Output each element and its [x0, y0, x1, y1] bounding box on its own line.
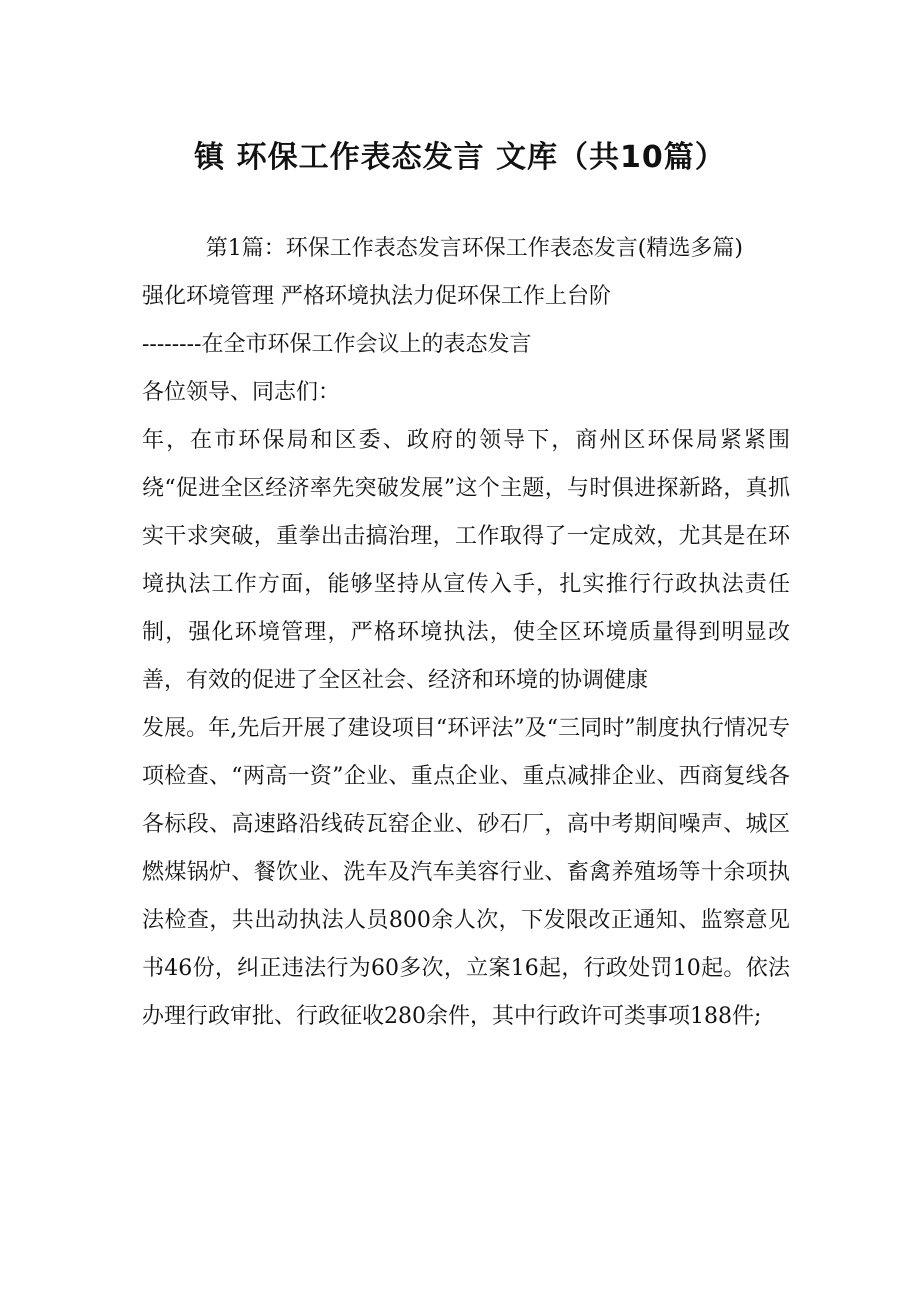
body-paragraph: 发展。年,先后开展了建设项目“环评法”及“三同时”制度执行情况专项检查、“两高一资”企业、重点企业、重点减排企业、西商复线各各标段、高速路沿线砖瓦窑企业、砂石厂，高中考期间噪声、城区燃煤锅炉、餐饮业、洗车及汽车美容行业、畜禽养殖场等十余项执法检查，共出动执法人员800余人次，下发限改正通知、监察意见书46份，纠正违法行为60多次，立案16起，行政处罚10起。依法办理行政审批、行政征收280余件，其中行政许可类事项188件; [142, 716, 790, 1029]
section-heading-paragraph: 第1篇：环保工作表态发言环保工作表态发言(精选多篇) [205, 236, 743, 261]
speech-title-paragraph: 强化环境管理 严格环境执法力促环保工作上台阶 [142, 284, 611, 309]
speech-subtitle-paragraph: --------在全市环保工作会议上的表态发言 [142, 332, 532, 357]
body-paragraph: 年，在市环保局和区委、政府的领导下，商州区环保局紧紧围绕“促进全区经济率先突破发展”这个主题，与时俱进探新路，真抓实干求突破，重拳出击搞治理，工作取得了一定成效，尤其是在环境执法工作方面，能够坚持从宣传入手，扎实推行行政执法责任制，强化环境管理，严格环境执法，使全区环境质量得到明显改善，有效的促进了全区社会、经济和环境的协调健康 [142, 428, 790, 693]
document-title: 镇 环保工作表态发言 文库（共10篇） [194, 140, 726, 175]
salutation-paragraph: 各位领导、同志们： [142, 380, 341, 405]
document-body [142, 225, 790, 1041]
